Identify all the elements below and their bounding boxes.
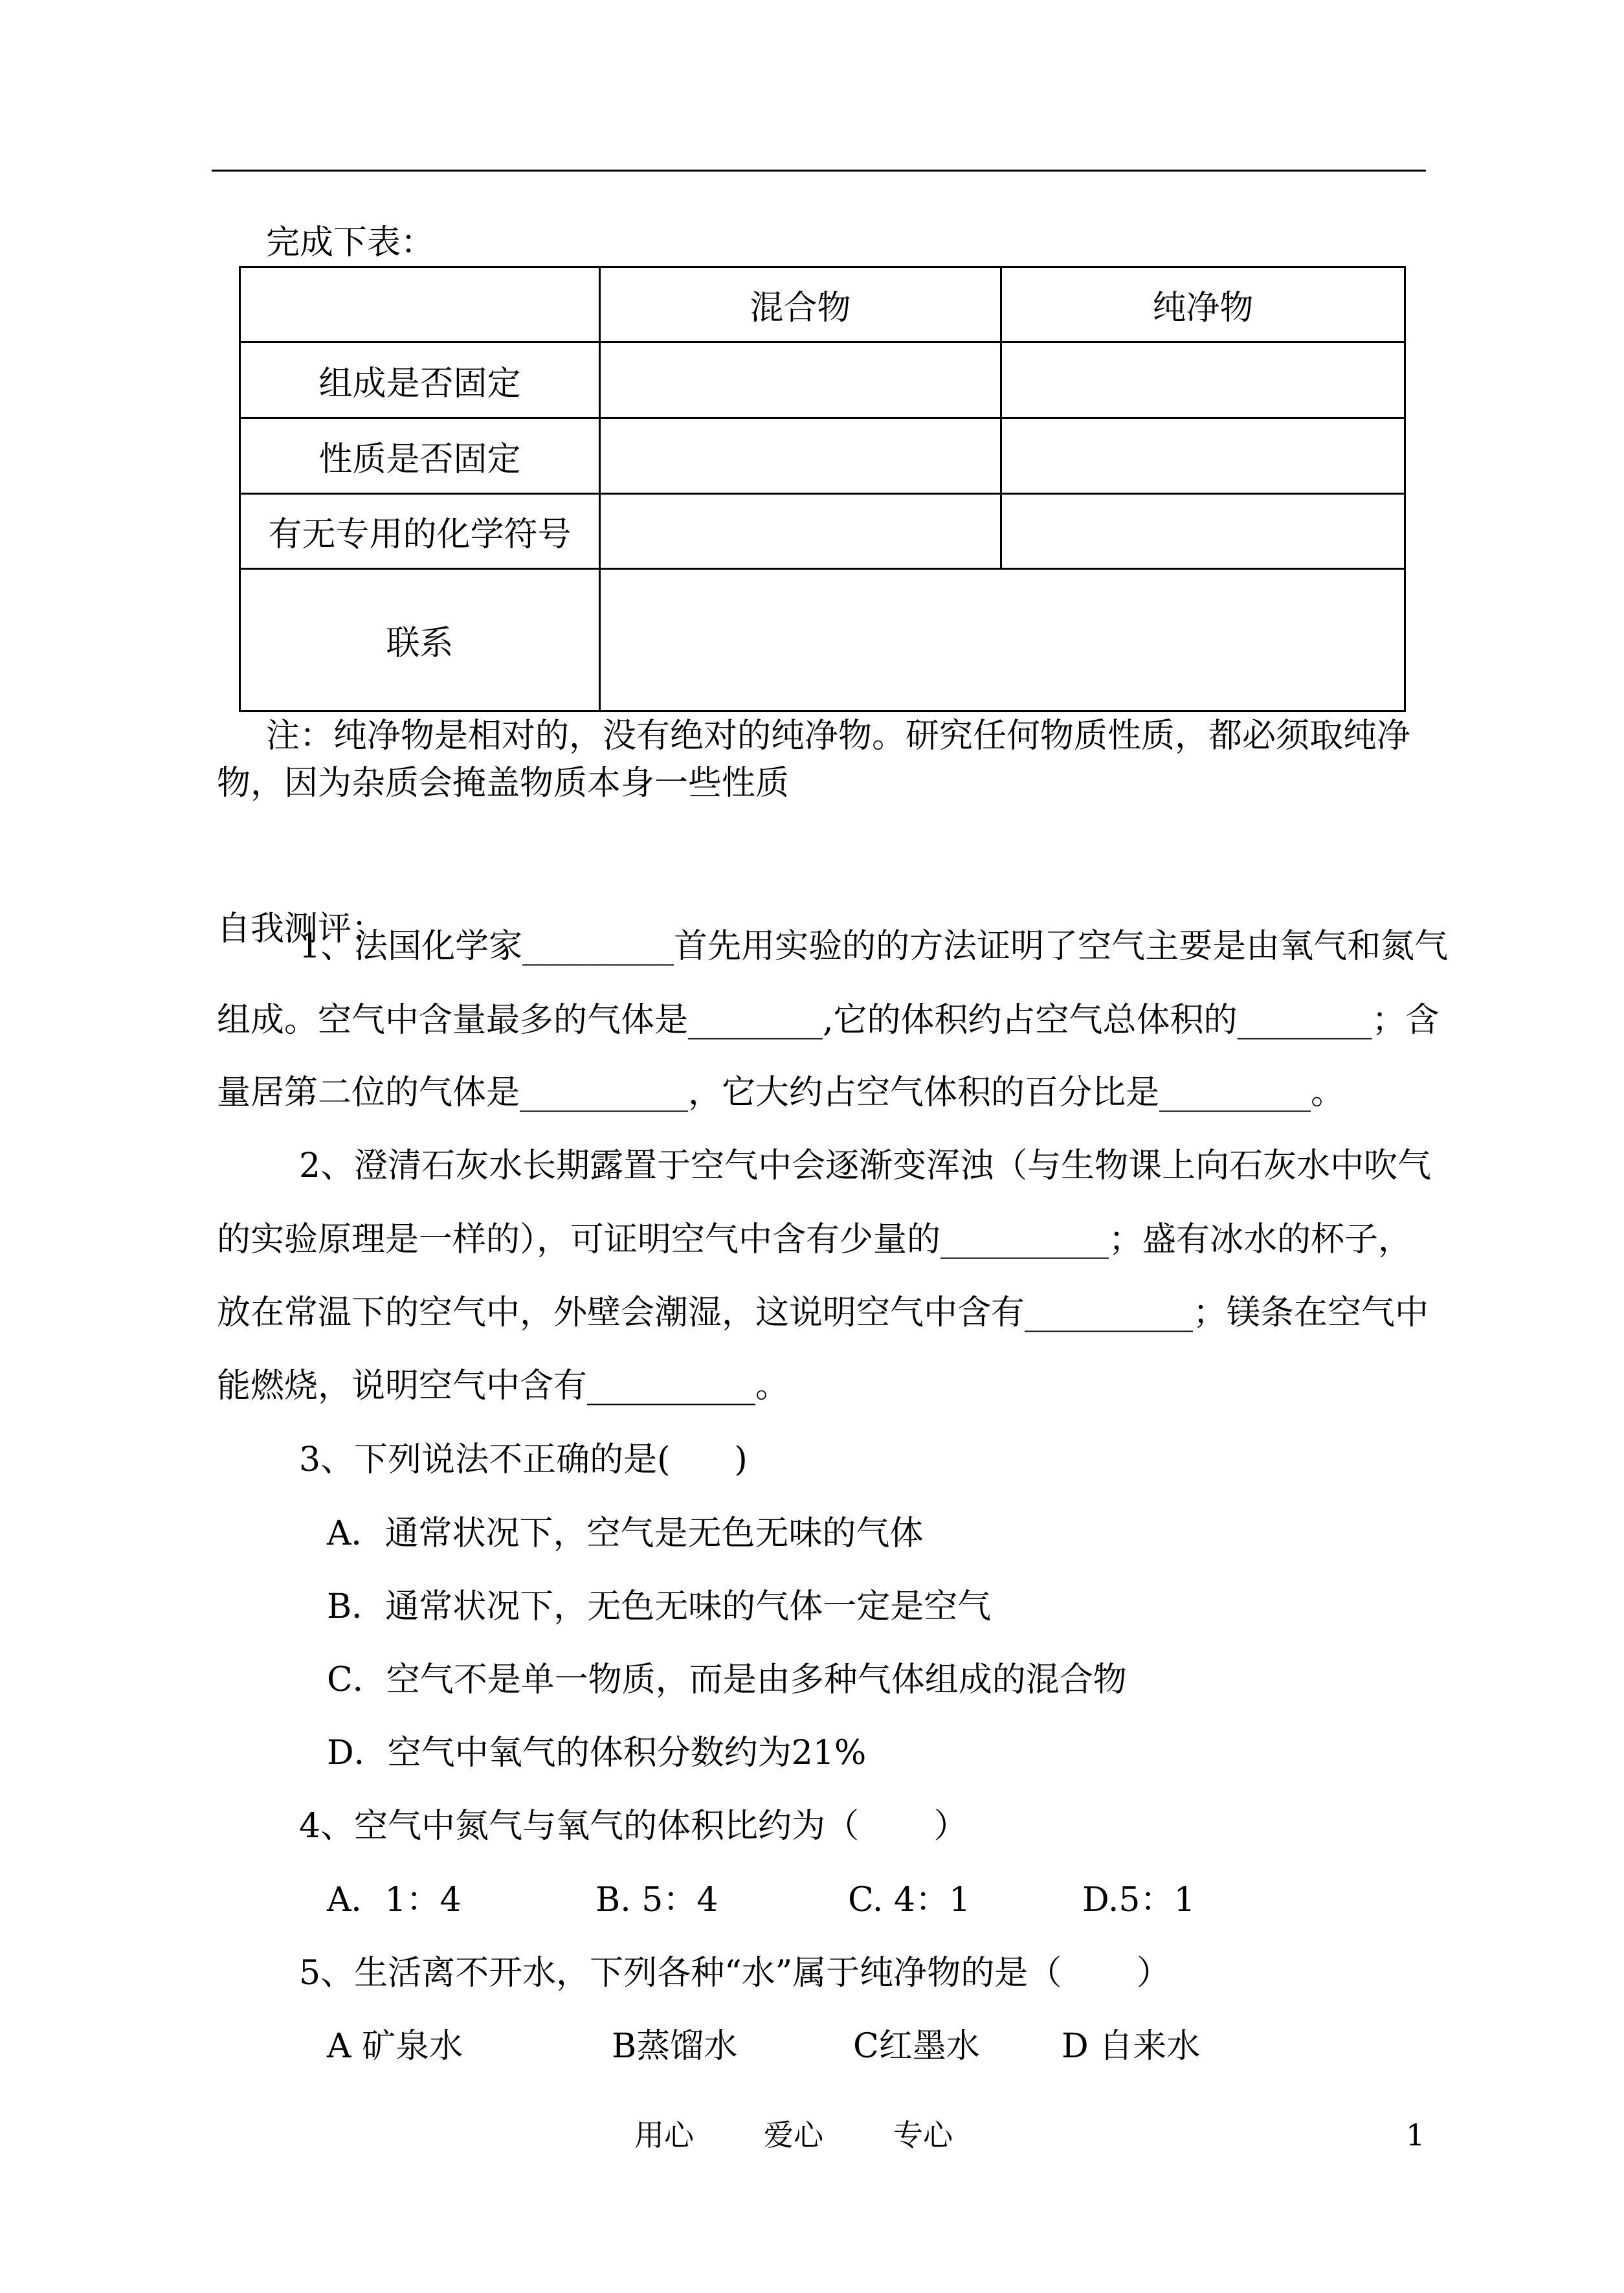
page-number: 1: [1406, 2118, 1425, 2153]
note-line: 注：纯净物是相对的，没有绝对的纯净物。研究任何物质性质，都必须取纯净: [266, 717, 1411, 755]
q3-option-a: A．通常状况下，空气是无色无味的气体: [327, 1514, 924, 1553]
q2-line: 能燃烧，说明空气中含有__________。: [217, 1367, 790, 1405]
column-header-pure-substance: 纯净物: [1001, 267, 1405, 342]
q5-option-d: D 自来水: [1062, 2027, 1201, 2066]
q5-stem: 5、生活离不开水，下列各种“水”属于纯净物的是（ ）: [299, 1954, 1170, 1993]
footer-slogan: 用心: [634, 2118, 694, 2153]
q2-line: 2、澄清石灰水长期露置于空气中会逐渐变浑浊（与生物课上向石灰水中吹气: [299, 1146, 1432, 1185]
table-row: [240, 494, 1405, 569]
q5-option-c: C红墨水: [853, 2027, 980, 2066]
q3-option-c: C．空气不是单一物质，而是由多种气体组成的混合物: [327, 1661, 1127, 1699]
table-row: [240, 569, 1405, 711]
row-label-relation: 联系: [240, 569, 600, 711]
instruction-text: 完成下表：: [266, 223, 435, 262]
q1-line: 量居第二位的气体是__________，它大约占空气体积的百分比是_________。: [217, 1073, 1345, 1112]
comparison-table: [239, 266, 1406, 712]
q2-line: 的实验原理是一样的），可证明空气中含有少量的__________；盛有冰水的杯子，: [217, 1220, 1412, 1259]
table-row: [240, 267, 1405, 342]
q2-line: 放在常温下的空气中，外壁会潮湿，这说明空气中含有__________；镁条在空气中: [217, 1293, 1429, 1332]
table-cell-blank[interactable]: [600, 494, 1001, 569]
footer-slogan: 专心: [893, 2118, 953, 2153]
column-header-mixture: 混合物: [600, 267, 1001, 342]
table-corner-cell: [240, 267, 600, 342]
table-cell-blank[interactable]: [1001, 342, 1405, 418]
q4-stem: 4、空气中氮气与氧气的体积比约为（ ）: [299, 1807, 968, 1846]
q4-option-d: D.5：1: [1082, 1881, 1196, 1919]
self-test-title: 自我测评：: [217, 910, 386, 948]
note-line: 物，因为杂质会掩盖物质本身一些性质: [217, 764, 790, 803]
q3-option-d: D．空气中氧气的体积分数约为21%: [327, 1734, 867, 1773]
table-cell-blank[interactable]: [600, 342, 1001, 418]
table-cell-blank[interactable]: [600, 569, 1405, 711]
footer-slogan: 爱心: [764, 2118, 823, 2153]
table-row: [240, 342, 1405, 418]
row-label-symbol: 有无专用的化学符号: [240, 494, 600, 569]
q3-option-b: B．通常状况下，无色无味的气体一定是空气: [327, 1587, 992, 1626]
q1-line: 组成。空气中含量最多的气体是________,它的体积约占空气总体积的________；含: [217, 1001, 1440, 1040]
q5-option-a: A 矿泉水: [327, 2027, 463, 2066]
q4-option-b: B. 5：4: [595, 1881, 718, 1919]
q1-line: 1、法国化学家_________首先用实验的的方法证明了空气主要是由氧气和氮气: [299, 927, 1449, 966]
q5-option-b: B蒸馏水: [612, 2027, 738, 2066]
row-label-composition: 组成是否固定: [240, 342, 600, 418]
table-cell-blank[interactable]: [1001, 418, 1405, 494]
table-cell-blank[interactable]: [1001, 494, 1405, 569]
table-row: [240, 418, 1405, 494]
row-label-properties: 性质是否固定: [240, 418, 600, 494]
header-rule: [212, 170, 1426, 172]
q4-option-c: C. 4：1: [848, 1881, 971, 1919]
q4-option-a: A．1：4: [327, 1881, 462, 1919]
q3-stem: 3、下列说法不正确的是( ): [299, 1440, 748, 1479]
table-cell-blank[interactable]: [600, 418, 1001, 494]
